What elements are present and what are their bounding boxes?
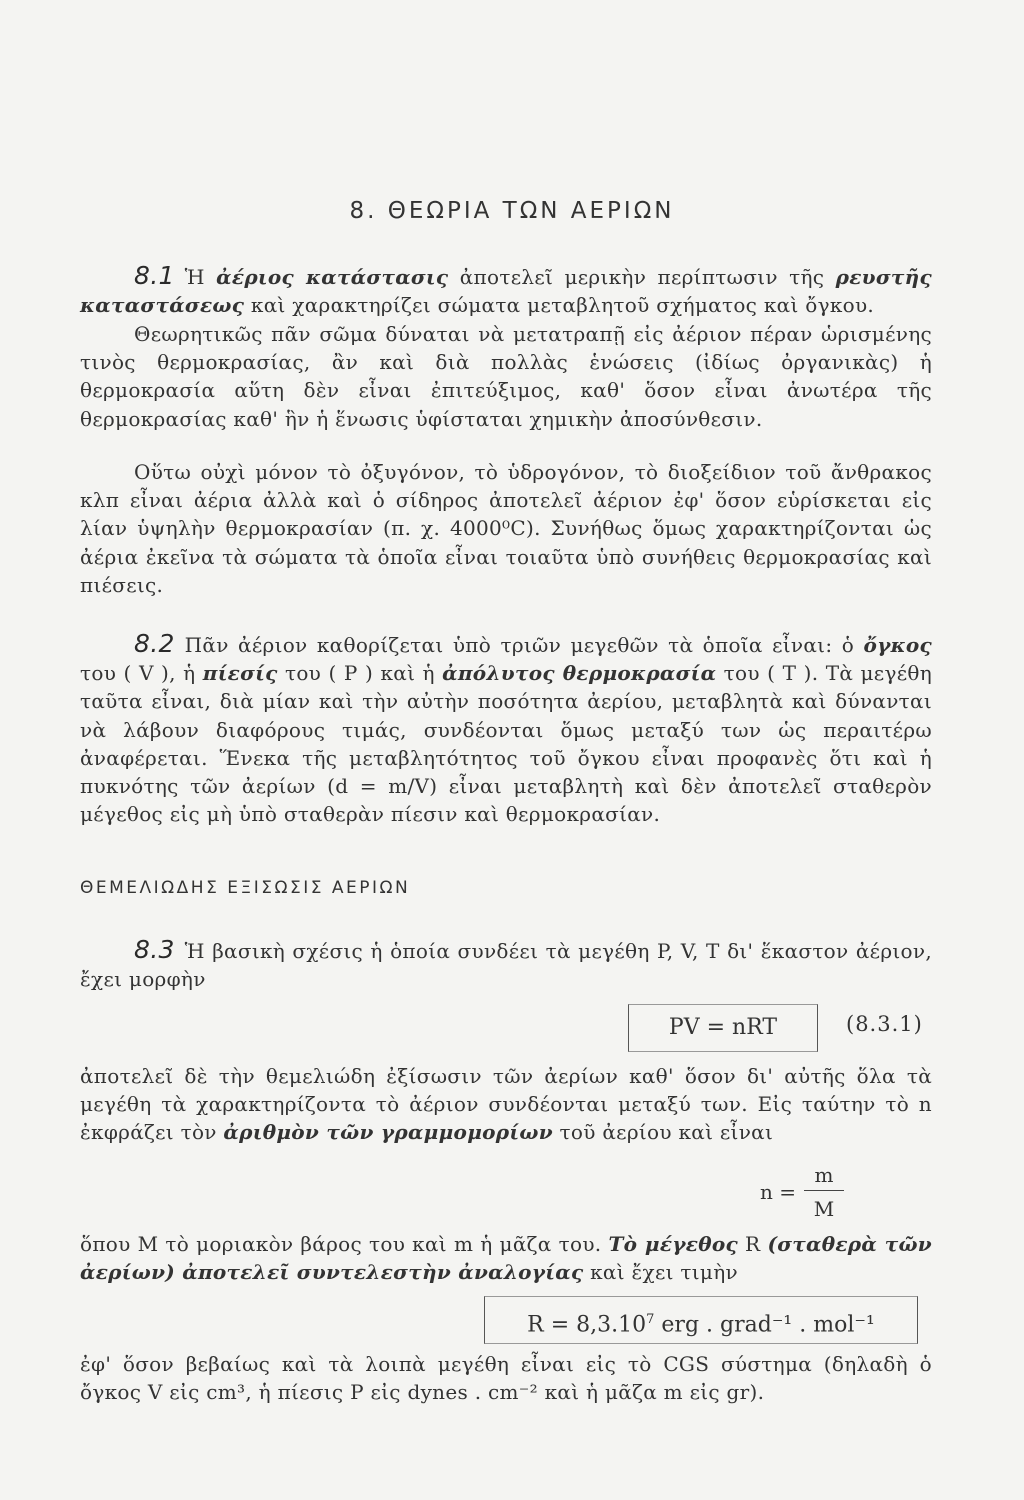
term-pressure: πίεσίς xyxy=(202,661,278,686)
text: Ἡ xyxy=(184,265,217,289)
fraction-numerator: m xyxy=(814,1163,834,1187)
section-number-8-1: 8.1 xyxy=(134,261,175,290)
text: του ( P ) καὶ ἡ xyxy=(277,661,443,686)
text: καὶ ἔχει τιμὴν xyxy=(583,1260,738,1285)
text: ἐφ' ὅσον βεβαίως καὶ τὰ λοιπὰ μεγέθη εἶναι εἰς τὸ CGS σύστημα (δηλαδὴ ὁ ὄγκος V εἰς cm³, ἡ πίεσις P εἰς dynes . cm⁻² καὶ ἡ μᾶζα m εἰς gr). xyxy=(80,1352,932,1405)
text: ἀποτελεῖ δὲ τὴν θεμελιώδη ἐξίσωσιν τῶν ἀερίων καθ' ὅσον δι' αὐτῆς ὅλα τὰ μεγέθη τὰ χαρακτηρίζοντα τὸ ἀέριον συνδέονται μεταξύ των. Εἰς ταύτην τὸ n ἐκφράζει τὸν xyxy=(80,1064,932,1145)
text: Θεωρητικῶς πᾶν σῶμα δύναται νὰ μετατραπῇ εἰς ἀέριον πέραν ὡρισμένης τινὸς θερμοκρασίας, ἂν καὶ διὰ πολλὰς ἑνώσεις (ἰδίως ὀργανικὰς) ἡ θερμοκρασία αὕτη δὲν εἶναι ἐπιτεύξιμος, καθ' ὅσον εἶναι ἀνωτέρα τῆς θερμοκρασίας καθ' ἣν ἡ ἕνωσις ὑφίσταται χημικὴν ἀποσύνθεσιν. xyxy=(80,322,932,431)
paragraph-8-1-examples xyxy=(80,458,932,599)
section-number-8-3: 8.3 xyxy=(134,935,175,964)
text: R xyxy=(738,1232,768,1256)
chapter-title: 8. ΘΕΩΡΙΑ ΤΩΝ ΑΕΡΙΩΝ xyxy=(349,198,675,224)
paragraph-8-3-gas-constant xyxy=(80,1230,932,1286)
text: Οὕτω οὐχὶ μόνον τὸ ὀξυγόνον, τὸ ὑδρογόνον, τὸ διοξείδιον τοῦ ἄνθρακος κλπ εἶναι ἀέρια ἀλλὰ καὶ ὁ σίδηρος ἀποτελεῖ ἀέριον ἐφ' ὅσον εὑρίσκεται εἰς λίαν ὑψηλὴν θερμοκρασίαν (π. χ. 4000⁰C). Συνήθως ὅμως χαρακτηρίζονται ὡς ἀέρια ἐκεῖνα τὰ σώματα τὰ ὁποῖα εἶναι τοιαῦτα ὑπὸ συνήθεις θερμοκρασίας καὶ πιέσεις. xyxy=(80,460,932,597)
fraction-bar xyxy=(804,1190,844,1191)
equation-ideal-gas-law: PV = nRT xyxy=(628,1004,818,1052)
term-gas-constant: (σταθερὰ τῶν ἀερίων) ἀποτελεῖ συντελεστὴν ἀναλογίας xyxy=(80,1232,932,1285)
section-number-8-2: 8.2 xyxy=(134,629,175,658)
text: τοῦ ἀερίου καὶ εἶναι xyxy=(552,1120,774,1145)
paragraph-8-3-cgs xyxy=(80,1350,932,1406)
equation-gas-constant-value xyxy=(484,1296,918,1344)
equation-number: (8.3.1) xyxy=(846,1012,923,1036)
term-magnitude: Τὸ μέγεθος xyxy=(608,1232,739,1256)
paragraph-8-3-explanation xyxy=(80,1062,932,1147)
section-heading: ΘΕΜΕΛΙΩΔΗΣ ΕΞΙΣΩΣΙΣ ΑΕΡΙΩΝ xyxy=(80,878,411,898)
term-absolute-temperature: ἀπόλυτος θερμοκρασία xyxy=(442,661,717,686)
term-fluid-state: ρευστῆς καταστάσεως xyxy=(80,265,932,318)
fraction-moles-formula xyxy=(760,1163,860,1227)
text: καὶ χαρακτηρίζει σώματα μεταβλητοῦ σχήματος καὶ ὄγκου. xyxy=(244,293,875,318)
text: ἀποτελεῖ μερικὴν περίπτωσιν τῆς xyxy=(448,265,836,289)
eq2-main: R = 8,3.10 xyxy=(527,1312,647,1338)
paragraph-8-2 xyxy=(80,630,932,828)
text: ὅπου M τὸ μοριακὸν βάρος του καὶ m ἡ μᾶζα του. xyxy=(80,1232,609,1256)
fraction-denominator: M xyxy=(813,1197,835,1221)
term-volume: ὄγκος xyxy=(863,633,932,657)
paragraph-8-1-theory xyxy=(80,320,932,433)
text: του ( T ). Τὰ μεγέθη ταῦτα εἶναι, διὰ μίαν καὶ τὴν αὐτὴν ποσότητα ἀερίου, μεταβλητὰ καὶ δύνανται νὰ λάβουν διαφόρους τιμάς, συνδέονται ὅμως μεταξύ των ὡς περαιτέρω ἀναφέρεται. Ἕνεκα τῆς μεταβλητότητος τοῦ ὄγκου εἶναι προφανὲς ὅτι καὶ ἡ πυκνότης τῶν ἀερίων (d = m/V) εἶναι μεταβλητὴ καὶ δὲν ἀποτελεῖ σταθερὸν μέγεθος εἰς μὴ ὑπὸ σταθερὰν πίεσιν καὶ θερμοκρασίαν. xyxy=(80,661,932,827)
term-gaseous-state: ἀέριος κατάστασις xyxy=(216,265,449,289)
text: του ( V ), ἡ xyxy=(80,661,203,686)
paragraph-8-3-intro xyxy=(80,936,932,993)
text: Ἡ βασικὴ σχέσις ἡ ὁποία συνδέει τὰ μεγέθη P, V, T δι' ἕκαστον ἀέριον, ἔχει μορφὴν xyxy=(80,939,932,992)
eq2-units: erg . grad⁻¹ . mol⁻¹ xyxy=(654,1312,875,1338)
term-number-of-moles: ἀριθμὸν τῶν γραμμομορίων xyxy=(223,1120,553,1145)
fraction-lhs: n = xyxy=(760,1180,796,1204)
eq2-exponent: 7 xyxy=(646,1312,655,1327)
paragraph-8-1-intro xyxy=(80,262,932,319)
text: Πᾶν ἀέριον καθορίζεται ὑπὸ τριῶν μεγεθῶν τὰ ὁποῖα εἶναι: ὁ xyxy=(184,633,864,657)
